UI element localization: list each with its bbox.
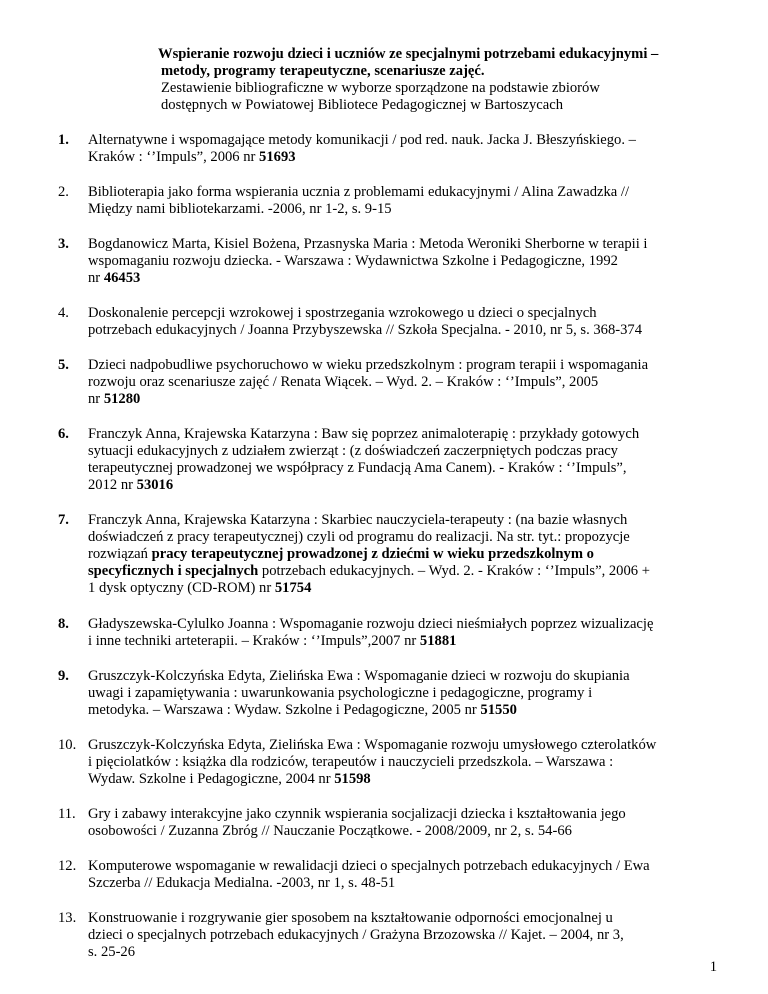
entry-line-bold: pracy terapeutycznej prowadzonej z dziećmi w wieku przedszkolnym o [151, 546, 594, 562]
entry-number: 6. [58, 426, 69, 442]
entry-number: 5. [58, 357, 69, 373]
entry-line: i pięciolatków : książka dla rodziców, terapeutów i nauczycieli przedszkola. – Warszawa : [88, 754, 614, 770]
catalog-number: 51881 [419, 633, 457, 649]
catalog-number: 51280 [103, 391, 141, 407]
entry-line [88, 270, 718, 287]
entry-text [88, 512, 718, 597]
entry-line: Alternatywne i wspomagające metody komunikacji / pod red. nauk. Jacka J. Błeszyńskiego. – [88, 132, 636, 148]
entry-line [88, 580, 718, 597]
entry-line: s. 25-26 [88, 944, 136, 960]
entry-line: uwagi i zapamiętywania : uwarunkowania psychologiczne i pedagogiczne, programy i [88, 685, 593, 701]
entry-line: Dzieci nadpobudliwe psychoruchowo w wieku przedszkolnym : program terapii i wspomagania [88, 357, 649, 373]
entry-text [88, 184, 718, 218]
subtitle-line-2: dostępnych w Powiatowej Bibliotece Pedagogicznej w Bartoszycach [161, 97, 564, 113]
entry-number: 2. [58, 184, 69, 200]
catalog-number: 51754 [274, 580, 312, 596]
entry-text [88, 616, 718, 650]
entry-line: Franczyk Anna, Krajewska Katarzyna : Skarbiec nauczyciela-terapeuty : (na bazie własnych [88, 512, 628, 528]
entry-number: 9. [58, 668, 69, 684]
entry-line: Gruszczyk-Kolczyńska Edyta, Zielińska Ewa : Wspomaganie rozwoju umysłowego czterolatków [88, 737, 657, 753]
entry-line-text: Wydaw. Szkolne i Pedagogiczne, 2004 nr [88, 771, 335, 787]
entry-line: sytuacji edukacyjnych z udziałem zwierząt : (z doświadczeń zaczerpniętych podczas pracy [88, 443, 618, 459]
entry-line: osobowości / Zuzanna Zbróg // Nauczanie Początkowe. - 2008/2009, nr 2, s. 54-66 [88, 823, 572, 839]
catalog-number: 51550 [480, 702, 517, 718]
entry-line: Biblioterapia jako forma wspierania ucznia z problemami edukacyjnymi / Alina Zawadzka // [88, 184, 629, 200]
entry-line [88, 477, 718, 494]
entry-line-text: metodyka. – Warszawa : Wydaw. Szkolne i Pedagogiczne, 2005 nr [88, 702, 481, 718]
entry-line-text: nr [88, 270, 104, 286]
title-line-2: metody, programy terapeutyczne, scenariusze zajęć. [161, 63, 485, 79]
entry-line-text: Kraków : ‘’Impuls”, 2006 nr [88, 149, 260, 165]
page-number: 1 [709, 959, 717, 975]
entry-line [88, 391, 718, 408]
entry-text [88, 910, 718, 961]
catalog-number: 51693 [259, 149, 296, 165]
entry-line [88, 771, 718, 788]
entry-line: Konstruowanie i rozgrywanie gier sposobem na kształtowanie odporności emocjonalnej u [88, 910, 613, 926]
entry-line: Gruszczyk-Kolczyńska Edyta, Zielińska Ewa : Wspomaganie dzieci w rozwoju do skupiania [88, 668, 630, 684]
entry-line-text: 2012 nr [88, 477, 137, 493]
entry-line-text: i inne techniki arteterapii. – Kraków : ‘’Impuls”,2007 nr [88, 633, 420, 649]
entry-number: 3. [58, 236, 69, 252]
entry-text [88, 668, 718, 719]
entry-line: Komputerowe wspomaganie w rewalidacji dzieci o specjalnych potrzebach edukacyjnych / Ewa [88, 858, 650, 874]
entry-line [88, 702, 718, 719]
entry-text [88, 305, 718, 339]
document-header [158, 46, 718, 114]
entry-number: 12. [58, 858, 77, 874]
catalog-number: 51598 [334, 771, 371, 787]
subtitle-line-1: Zestawienie bibliograficzne w wyborze sporządzone na podstawie zbiorów [161, 80, 600, 96]
entry-line: rozwoju oraz scenariusze zajęć / Renata Wiącek. – Wyd. 2. – Kraków : ‘’Impuls”, 2005 [88, 374, 599, 390]
entry-line: Franczyk Anna, Krajewska Katarzyna : Baw się poprzez animaloterapię : przykłady gotowych [88, 426, 640, 442]
entry-line: dzieci o specjalnych potrzebach edukacyjnych / Grażyna Brzozowska // Kajet. – 2004, nr 3, [88, 927, 624, 943]
entry-number: 10. [58, 737, 77, 753]
entry-text [88, 357, 718, 408]
entry-line: Gry i zabawy interakcyjne jako czynnik wspierania socjalizacji dziecka i kształtowania jego [88, 806, 626, 822]
entry-line: Szczerba // Edukacja Medialna. -2003, nr 1, s. 48-51 [88, 875, 396, 891]
entry-line: Gładyszewska-Cylulko Joanna : Wspomaganie rozwoju dzieci nieśmiałych poprzez wizualizację [88, 616, 654, 632]
entry-line: Między nami bibliotekarzami. -2006, nr 1-2, s. 9-15 [88, 201, 392, 217]
entry-line-text: nr [88, 391, 104, 407]
entry-line-bold: specyficznych i specjalnych [88, 563, 259, 579]
entry-text [88, 737, 718, 788]
entry-line-text: potrzebach edukacyjnych. – Wyd. 2. - Kraków : ‘’Impuls”, 2006 + [258, 563, 650, 579]
entry-line [88, 546, 718, 563]
entry-line: Doskonalenie percepcji wzrokowej i spostrzegania wzrokowego u dzieci o specjalnych [88, 305, 597, 321]
entry-line [88, 563, 718, 580]
catalog-number: 46453 [103, 270, 141, 286]
entry-text [88, 858, 718, 892]
entry-line [88, 149, 718, 166]
title-line-1: Wspieranie rozwoju dzieci i uczniów ze specjalnymi potrzebami edukacyjnymi – [158, 46, 659, 62]
entry-text [88, 236, 718, 287]
entry-line: doświadczeń z pracy terapeutycznej) czyli od programu do realizacji. Na str. tyt.: propozycje [88, 529, 630, 545]
entry-number: 11. [58, 806, 76, 822]
entry-number: 4. [58, 305, 69, 321]
entry-text [88, 132, 718, 166]
entry-number: 8. [58, 616, 69, 632]
entry-number: 7. [58, 512, 69, 528]
entry-line-text: rozwiązań [88, 546, 152, 562]
entry-line: wspomaganiu rozwoju dziecka. - Warszawa : Wydawnictwa Szkolne i Pedagogiczne, 1992 [88, 253, 618, 269]
entry-line: terapeutycznej prowadzonej we współpracy z Fundacją Ama Canem). - Kraków : ‘’Impuls”, [88, 460, 627, 476]
entry-text [88, 806, 718, 840]
entry-text [88, 426, 718, 494]
catalog-number: 53016 [136, 477, 174, 493]
entry-line-text: 1 dysk optyczny (CD-ROM) nr [88, 580, 275, 596]
entry-line [88, 633, 718, 650]
entry-line: potrzebach edukacyjnych / Joanna Przybyszewska // Szkoła Specjalna. - 2010, nr 5, s. 368-374 [88, 322, 643, 338]
entry-line: Bogdanowicz Marta, Kisiel Bożena, Przasnyska Maria : Metoda Weroniki Sherborne w terapii i [88, 236, 648, 252]
entry-number: 13. [58, 910, 77, 926]
entry-number: 1. [58, 132, 69, 148]
